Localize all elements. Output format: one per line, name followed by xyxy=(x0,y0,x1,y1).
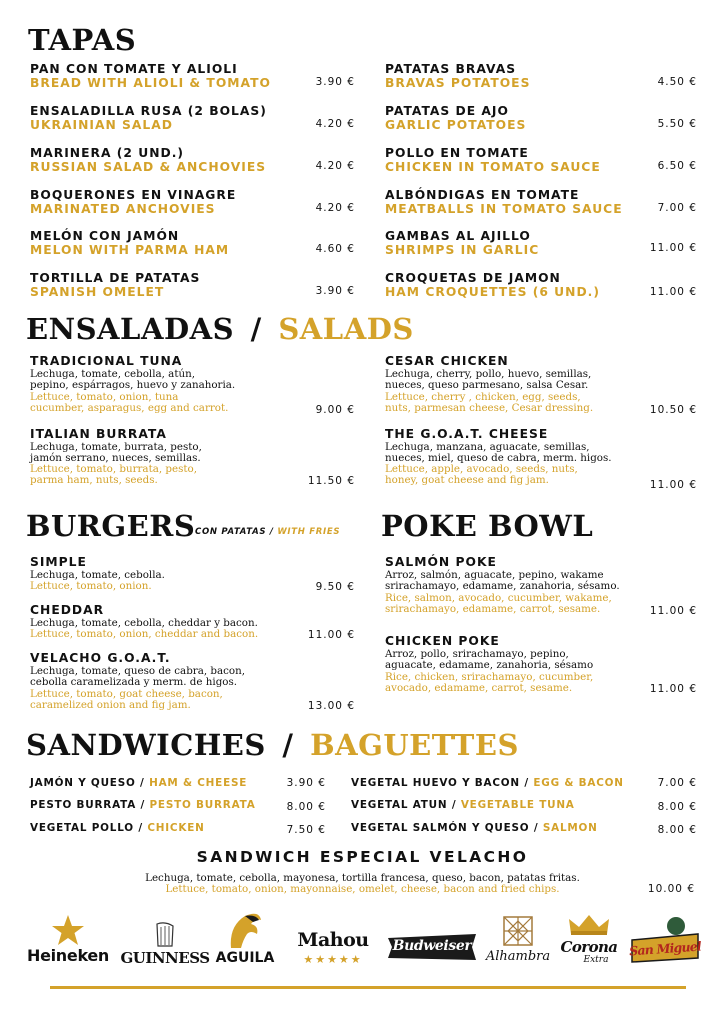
sandwich-item xyxy=(30,822,205,834)
tapas-item-name: MELÓN CON JAMÓN xyxy=(30,229,180,243)
burger-item-price: 11.00 € xyxy=(307,629,355,641)
stars-icon: ★★★★★ xyxy=(303,953,363,966)
sandwich-price: 3.90 € xyxy=(286,777,326,789)
tapas-item-price: 4.60 € xyxy=(315,243,355,255)
salad-item-name: THE G.O.A.T. CHEESE xyxy=(385,427,549,441)
sandwich-name-en: HAM & CHEESE xyxy=(149,777,248,789)
brand-name: GUINNESS xyxy=(120,949,210,967)
tapas-item-name: POLLO EN TOMATE xyxy=(385,146,529,160)
salad-description-es: Lechuga, cherry, pollo, huevo, semillas, xyxy=(385,368,592,380)
name-separator: / xyxy=(524,777,529,789)
salad-item-name: ITALIAN BURRATA xyxy=(30,427,167,441)
tapas-item-english: SPANISH OMELET xyxy=(30,285,165,299)
section-title-spanish: ENSALADAS xyxy=(26,312,235,346)
burgers-subtitle xyxy=(195,527,340,537)
sandwich-name-es: VEGETAL ATUN xyxy=(351,799,448,811)
tile-icon xyxy=(503,916,533,946)
poke-item-price: 11.00 € xyxy=(649,683,697,695)
tapas-item-price: 7.00 € xyxy=(657,202,697,214)
brand-name: Corona xyxy=(560,938,618,956)
sandwich-name-es: VEGETAL SALMÓN Y QUESO xyxy=(351,822,530,834)
tapas-item-price: 4.20 € xyxy=(315,160,355,172)
section-title-spanish: SANDWICHES xyxy=(26,728,266,762)
burgers-subtitle-es: CON PATATAS xyxy=(195,527,267,537)
burger-item-price: 9.50 € xyxy=(315,581,355,593)
salad-description-es: Lechuga, tomate, cebolla, atún, xyxy=(30,368,195,380)
tapas-item-english: HAM CROQUETTES (6 UND.) xyxy=(385,285,600,299)
tapas-item-english: MARINATED ANCHOVIES xyxy=(30,202,216,216)
special-sandwich-price: 10.00 € xyxy=(647,883,695,895)
special-sandwich-description-en: Lettuce, tomato, onion, mayonnaise, omelet, cheese, bacon and fried chips. xyxy=(165,883,560,895)
sandwich-price: 8.00 € xyxy=(657,801,697,813)
salad-item-price: 9.00 € xyxy=(315,404,355,416)
section-title-burgers xyxy=(26,510,195,542)
sandwich-item xyxy=(351,777,624,789)
brand-name: Heineken xyxy=(26,946,110,965)
poke-description-en: srirachamayo, edamame, carrot, sesame. xyxy=(385,603,601,615)
salad-description-es: nueces, miel, queso de cabra, merm. higos. xyxy=(385,452,612,464)
salad-description-en: Lettuce, apple, avocado, seeds, nuts, xyxy=(385,463,578,475)
brand-subname: Extra xyxy=(583,955,609,965)
brand-name: Budweiser xyxy=(392,938,472,954)
name-separator: / xyxy=(451,799,457,811)
name-separator: / xyxy=(533,822,539,834)
burger-description-es: Lechuga, tomate, cebolla, cheddar y bacon. xyxy=(30,617,258,629)
salad-description-en: nuts, parmesan cheese, Cesar dressing. xyxy=(385,402,594,414)
poke-description-es: Arroz, salmón, aguacate, pepino, wakame xyxy=(385,569,604,581)
burger-item-price: 13.00 € xyxy=(307,700,355,712)
name-separator: / xyxy=(140,799,146,811)
tapas-item-english: CHICKEN IN TOMATO SAUCE xyxy=(385,160,601,174)
sandwich-item xyxy=(30,777,247,789)
name-separator: / xyxy=(138,822,143,834)
salad-item-price: 11.50 € xyxy=(307,475,355,487)
poke-description-es: Arroz, pollo, srirachamayo, pepino, xyxy=(385,648,569,660)
sandwich-name-en: SALMON xyxy=(542,822,598,834)
poke-description-es: srirachamayo, edamame, zanahoria, sésamo. xyxy=(385,580,620,592)
sandwich-item xyxy=(351,799,575,811)
burger-description-es: cebolla caramelizada y merm. de higos. xyxy=(30,676,238,688)
sandwich-price: 8.00 € xyxy=(657,824,697,836)
brand-name: Mahou xyxy=(297,929,369,951)
tapas-item-price: 5.50 € xyxy=(657,118,697,130)
tapas-item-name: MARINERA (2 UND.) xyxy=(30,146,184,160)
tapas-item-name: PATATAS DE AJO xyxy=(385,104,509,118)
tapas-item-english: GARLIC POTATOES xyxy=(385,118,527,132)
tapas-item-price: 11.00 € xyxy=(649,286,697,298)
tapas-item-price: 4.20 € xyxy=(315,202,355,214)
tapas-item-name: ALBÓNDIGAS EN TOMATE xyxy=(385,188,580,202)
title-separator: / xyxy=(282,728,294,762)
sandwich-price: 7.50 € xyxy=(286,824,326,836)
star-icon xyxy=(51,914,85,946)
tapas-item-english: RUSSIAN SALAD & ANCHOVIES xyxy=(30,160,267,174)
poke-item-name: CHICKEN POKE xyxy=(385,634,500,648)
corona-logo xyxy=(556,912,622,972)
sandwich-name-en: VEGETABLE TUNA xyxy=(460,799,575,811)
salad-description-es: Lechuga, tomate, burrata, pesto, xyxy=(30,441,202,453)
brand-name: San Miguel xyxy=(628,938,702,959)
burger-description-en: Lettuce, tomato, onion, cheddar and bacon. xyxy=(30,628,259,640)
section-title-tapas: TAPAS xyxy=(28,23,137,57)
crown-icon xyxy=(568,914,610,936)
tapas-item-name: PAN CON TOMATE Y ALIOLI xyxy=(30,62,238,76)
brand-name: AGUILA xyxy=(215,950,275,966)
sandwich-price: 7.00 € xyxy=(657,777,697,789)
san-miguel-logo xyxy=(628,912,702,972)
poke-description-en: avocado, edamame, carrot, sesame. xyxy=(385,682,573,694)
section-title-poke: POKE BOWL xyxy=(381,509,594,543)
sandwich-name-es: VEGETAL HUEVO Y BACON xyxy=(351,777,520,789)
tapas-item-english: MELON WITH PARMA HAM xyxy=(30,243,230,257)
tapas-item-name: BOQUERONES EN VINAGRE xyxy=(30,188,237,202)
tapas-item-english: BRAVAS POTATOES xyxy=(385,76,531,90)
tapas-item-price: 6.50 € xyxy=(657,160,697,172)
tapas-item-english: BREAD WITH ALIOLI & TOMATO xyxy=(30,76,271,90)
tapas-item-english: MEATBALLS IN TOMATO SAUCE xyxy=(385,202,623,216)
section-title-salads xyxy=(26,313,414,345)
tapas-item-english: UKRAINIAN SALAD xyxy=(30,118,173,132)
section-title-english: SALADS xyxy=(278,312,414,346)
tapas-item-name: TORTILLA DE PATATAS xyxy=(30,271,201,285)
salad-item-price: 10.50 € xyxy=(649,404,697,416)
poke-description-en: Rice, chicken, srirachamayo, cucumber, xyxy=(385,671,594,683)
salad-description-es: nueces, queso parmesano, salsa Cesar. xyxy=(385,379,589,391)
tapas-item-name: CROQUETAS DE JAMON xyxy=(385,271,561,285)
footer-divider xyxy=(50,986,686,989)
burger-description-en: Lettuce, tomato, goat cheese, bacon, xyxy=(30,688,223,700)
salad-description-en: cucumber, asparagus, egg and carrot. xyxy=(30,402,229,414)
alhambra-logo xyxy=(482,912,554,972)
salad-item-price: 11.00 € xyxy=(649,479,697,491)
section-title-burgers-text: BURGERS xyxy=(26,509,196,543)
salad-description-en: parma ham, nuts, seeds. xyxy=(30,474,158,486)
salad-description-en: Lettuce, cherry , chicken, egg, seeds, xyxy=(385,391,581,403)
aguila-logo xyxy=(214,912,276,972)
sandwich-name-es: PESTO BURRATA xyxy=(30,799,137,811)
section-title-sandwiches xyxy=(26,729,519,761)
poke-item-name: SALMÓN POKE xyxy=(385,555,497,569)
tapas-item-english: SHRIMPS IN GARLIC xyxy=(385,243,540,257)
salad-description-en: Lettuce, tomato, onion, tuna xyxy=(30,391,179,403)
special-sandwich-title: SANDWICH ESPECIAL VELACHO xyxy=(196,848,529,866)
burger-description-es: Lechuga, tomate, queso de cabra, bacon, xyxy=(30,665,245,677)
burger-item-name: CHEDDAR xyxy=(30,603,105,617)
tapas-item-name: PATATAS BRAVAS xyxy=(385,62,517,76)
sandwich-name-en: PESTO BURRATA xyxy=(149,799,256,811)
section-title-english: BAGUETTES xyxy=(310,728,519,762)
mahou-logo xyxy=(288,912,378,972)
tapas-item-price: 4.50 € xyxy=(657,76,697,88)
poke-description-en: Rice, salmon, avocado, cucumber, wakame, xyxy=(385,592,612,604)
salad-description-es: pepino, espárragos, huevo y zanahoria. xyxy=(30,379,236,391)
poke-description-es: aguacate, edamame, zanahoria, sésamo xyxy=(385,659,594,671)
sandwich-item xyxy=(351,822,598,834)
sandwich-name-es: JAMÓN Y QUESO xyxy=(30,777,136,789)
tapas-item-price: 11.00 € xyxy=(649,242,697,254)
burger-description-en: Lettuce, tomato, onion. xyxy=(30,580,152,592)
tapas-item-price: 3.90 € xyxy=(315,76,355,88)
heineken-logo xyxy=(20,912,116,972)
title-separator: / xyxy=(250,312,262,346)
salad-item-name: CESAR CHICKEN xyxy=(385,354,509,368)
sandwich-price: 8.00 € xyxy=(286,801,326,813)
brand-name: Alhambra xyxy=(485,949,551,964)
sandwich-item xyxy=(30,799,256,811)
burger-item-name: SIMPLE xyxy=(30,555,87,569)
sandwich-name-en: EGG & BACON xyxy=(533,777,624,789)
sandwich-name-en: CHICKEN xyxy=(147,822,205,834)
sandwich-name-es: VEGETAL POLLO xyxy=(30,822,134,834)
tapas-item-name: GAMBAS AL AJILLO xyxy=(385,229,531,243)
burger-item-name: VELACHO G.O.A.T. xyxy=(30,651,171,665)
guinness-logo xyxy=(120,912,210,972)
special-sandwich-description-es: Lechuga, tomate, cebolla, mayonesa, tortilla francesa, queso, bacon, patatas fritas. xyxy=(145,872,580,884)
name-separator: / xyxy=(140,777,145,789)
burgers-subtitle-en: WITH FRIES xyxy=(277,527,341,537)
salad-description-en: Lettuce, tomato, burrata, pesto, xyxy=(30,463,197,475)
subtitle-separator: / xyxy=(269,527,274,537)
salad-description-es: Lechuga, manzana, aguacate, semillas, xyxy=(385,441,590,453)
budweiser-logo xyxy=(386,912,478,972)
eagle-icon xyxy=(225,912,265,950)
burger-description-en: caramelized onion and fig jam. xyxy=(30,699,191,711)
poke-item-price: 11.00 € xyxy=(649,605,697,617)
tapas-item-price: 3.90 € xyxy=(315,285,355,297)
tapas-item-name: ENSALADILLA RUSA (2 BOLAS) xyxy=(30,104,267,118)
salad-description-es: jamón serrano, nueces, semillas. xyxy=(30,452,201,464)
tapas-item-price: 4.20 € xyxy=(315,118,355,130)
burger-description-es: Lechuga, tomate, cebolla. xyxy=(30,569,165,581)
salad-item-name: TRADICIONAL TUNA xyxy=(30,354,183,368)
harp-icon xyxy=(154,922,176,948)
salad-description-en: honey, goat cheese and fig jam. xyxy=(385,474,549,486)
